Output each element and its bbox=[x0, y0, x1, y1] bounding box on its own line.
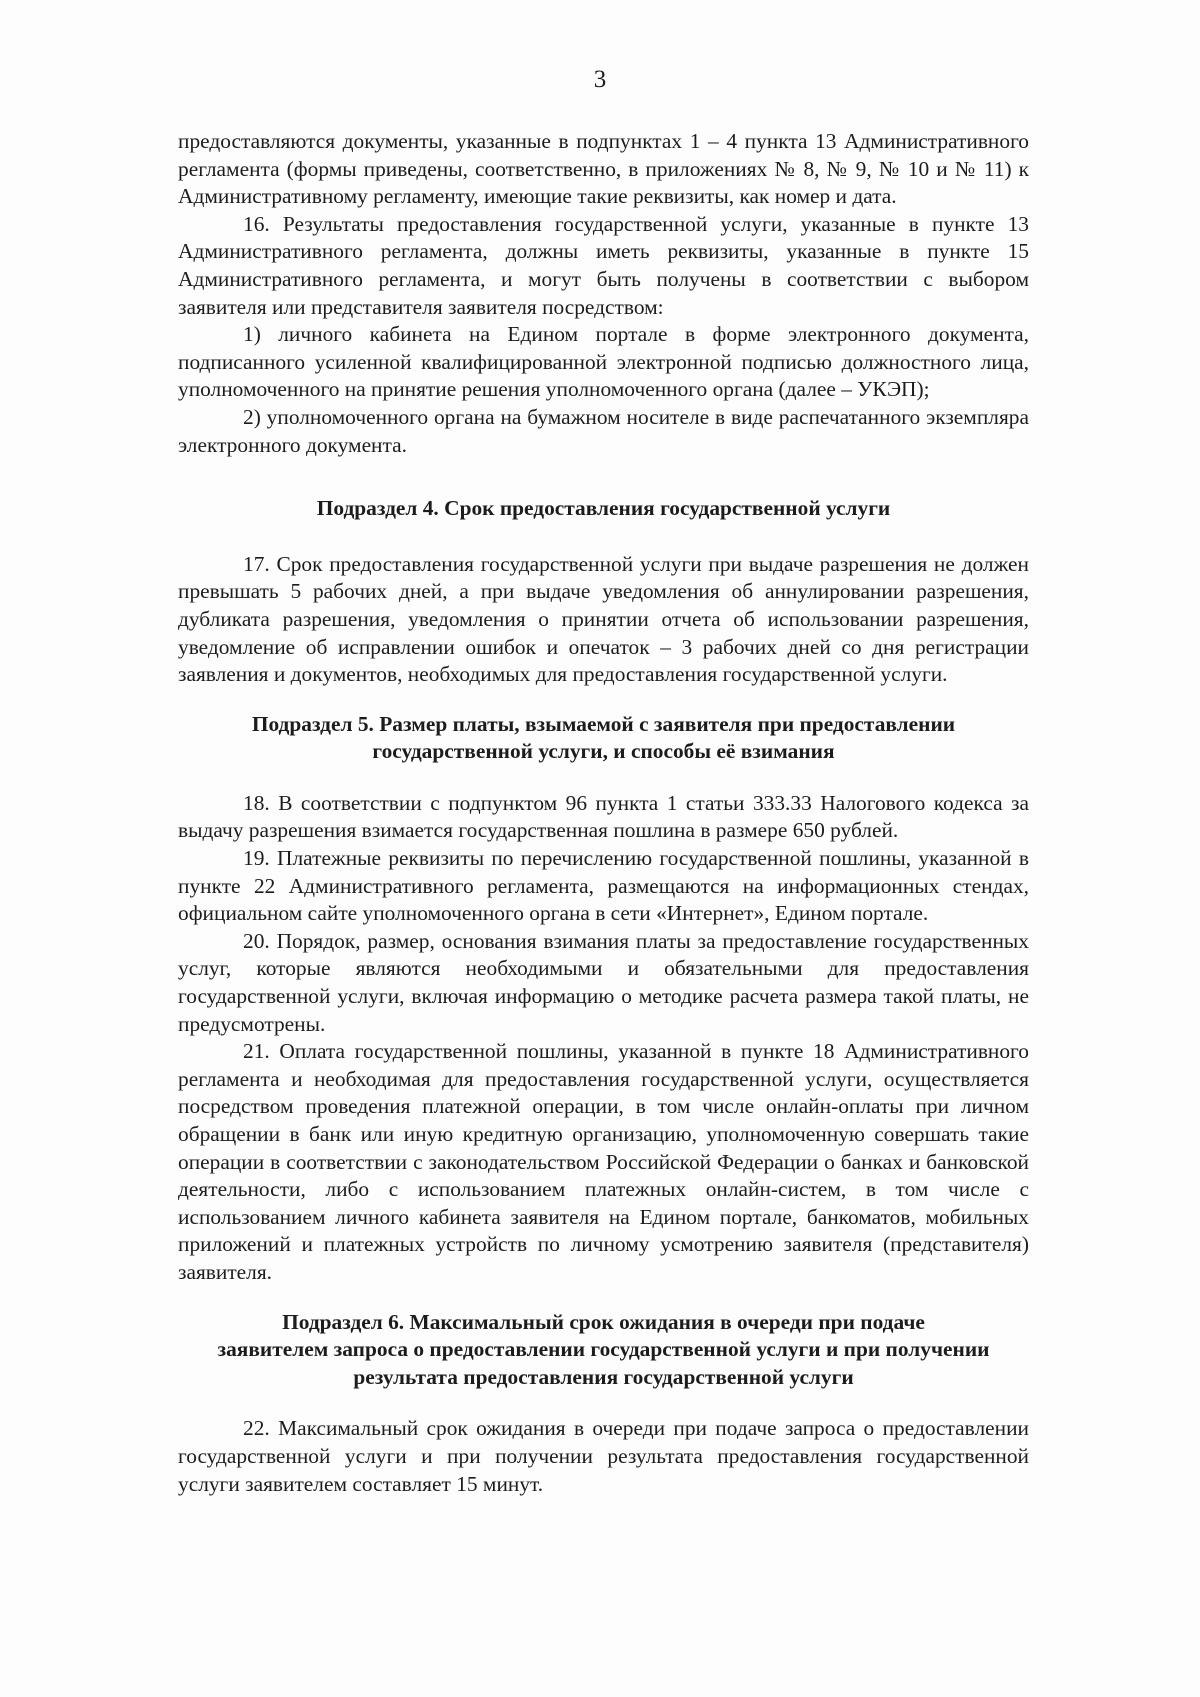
document-body bbox=[178, 128, 1029, 1498]
section-heading-5-line-1: Подраздел 5. Размер платы, взымаемой с заявителя при предоставлении bbox=[251, 711, 956, 736]
section-heading-6-line-1: Подраздел 6. Максимальный срок ожидания в очереди при подаче bbox=[282, 1309, 925, 1334]
paragraph-16: 16. Результаты предоставления государственной услуги, указанные в пункте 13 Административного регламента, должны иметь реквизиты, указанные в пункте 15 Административного регламента, и могут быть получены в соответствии с выбором заявителя или представителя заявителя посредством: bbox=[178, 211, 1029, 319]
paragraph-18: 18. В соответствии с подпунктом 96 пункта 1 статьи 333.33 Налогового кодекса за выдачу разрешения взимается государственная пошлина в размере 650 рублей. bbox=[178, 790, 1029, 843]
paragraph-16-item-1: 1) личного кабинета на Едином портале в форме электронного документа, подписанного усиленной квалифицированной электронной подписью должностного лица, уполномоченного на принятие решения уполномоченного органа (далее – УКЭП); bbox=[178, 322, 1029, 402]
section-heading-4: Подраздел 4. Срок предоставления государственной услуги bbox=[316, 496, 891, 521]
page-number: 3 bbox=[593, 66, 607, 93]
paragraph-21: 21. Оплата государственной пошлины, указанной в пункте 18 Административного регламента и необходимая для предоставления государственной услуги, осуществляется посредством проведения платежной операции, в том числе онлайн-оплаты при личном обращении в банк или иную кредитную организацию, уполномоченную совершать такие операции в соответствии с законодательством Российской Федерации о банках и банковской деятельности, либо с использованием платежных онлайн-систем, в том числе с использованием личного кабинета заявителя на Едином портале, банкоматов, мобильных приложений и платежных устройств по личному усмотрению заявителя (представителя) заявителя. bbox=[178, 1039, 1029, 1284]
paragraph-17: 17. Срок предоставления государственной услуги при выдаче разрешения не должен превышать 5 рабочих дней, а при выдаче уведомления об аннулировании разрешения, дубликата разрешения, уведомления о принятии отчета об использовании разрешения, уведомление об исправлении ошибок и опечаток – 3 рабочих дней со дня регистрации заявления и документов, необходимых для предоставления государственной услуги. bbox=[178, 551, 1029, 687]
section-heading-6-line-2: заявителем запроса о предоставлении государственной услуги и при получении bbox=[217, 1337, 990, 1362]
section-heading-5 bbox=[178, 711, 1029, 766]
paragraph-continuation: предоставляются документы, указанные в подпунктах 1 – 4 пункта 13 Административного регламента (формы приведены, соответственно, в приложениях № 8, № 9, № 10 и № 11) к Административному регламенту, имеющие такие реквизиты, как номер и дата. bbox=[178, 129, 1029, 209]
section-heading-5-line-2: государственной услуги, и способы её взимания bbox=[372, 739, 835, 764]
paragraph-16-item-2: 2) уполномоченного органа на бумажном носителе в виде распечатанного экземпляра электронного документа. bbox=[178, 404, 1029, 457]
section-heading-6 bbox=[178, 1309, 1029, 1392]
paragraph-19: 19. Платежные реквизиты по перечислению государственной пошлины, указанной в пункте 22 Административного регламента, размещаются на информационных стендах, официальном сайте уполномоченного органа в сети «Интернет», Едином портале. bbox=[178, 846, 1029, 926]
section-heading-6-line-3: результата предоставления государственной услуги bbox=[353, 1364, 854, 1389]
paragraph-20: 20. Порядок, размер, основания взимания платы за предоставление государственных услуг, которые являются необходимыми и обязательными для предоставления государственной услуги, включая информацию о методике расчета размера такой платы, не предусмотрены. bbox=[178, 928, 1029, 1036]
paragraph-22: 22. Максимальный срок ожидания в очереди при подаче запроса о предоставлении государственной услуги и при получении результата предоставления государственной услуги заявителем составляет 15 минут. bbox=[178, 1416, 1029, 1496]
